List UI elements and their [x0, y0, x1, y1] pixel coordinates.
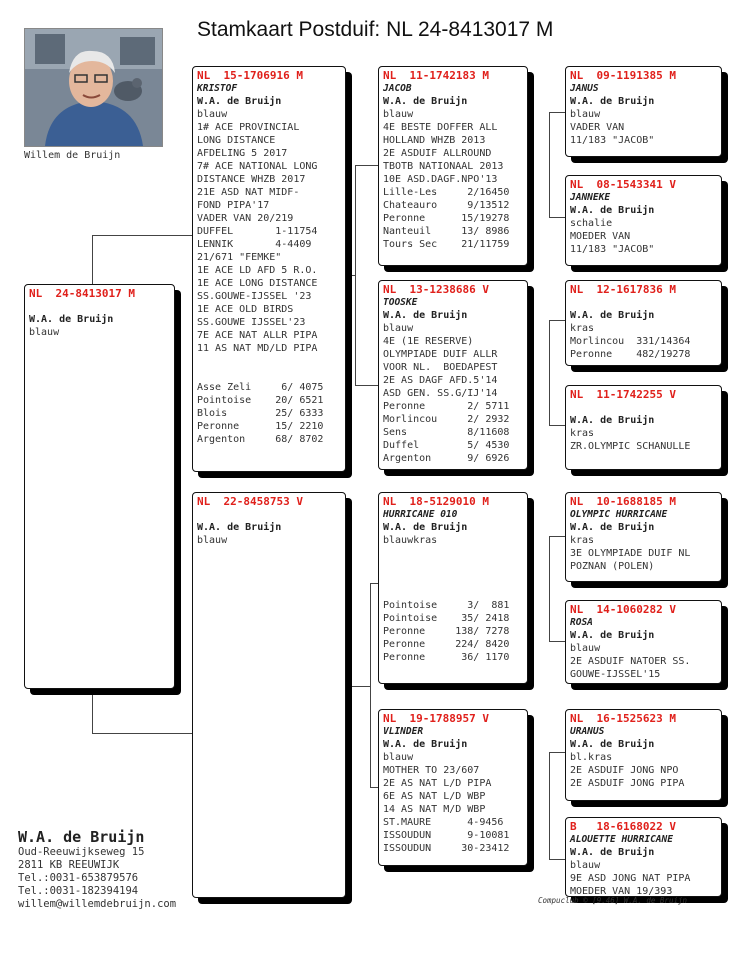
info-line: ISSOUDUN 30-23412 — [383, 843, 510, 854]
pigeon-name: URANUS — [570, 726, 605, 737]
contact-phone: Tel.:0031-182394194 — [18, 885, 139, 897]
owner-photo — [24, 28, 163, 147]
info-line: 11 AS NAT MD/LD PIPA — [197, 343, 318, 354]
info-line: Duffel 5/ 4530 — [383, 440, 510, 451]
info-line — [197, 355, 341, 368]
pigeon-name: JANNEKE — [570, 192, 611, 203]
info-line: Blois 25/ 6333 — [197, 408, 324, 419]
info-lines — [570, 322, 717, 361]
connector-line — [549, 641, 565, 642]
info-line: TBOTB NATIONAAL 2013 — [383, 161, 504, 172]
info-lines — [570, 642, 717, 681]
connector-line — [92, 235, 93, 285]
info-line: ZR.OLYMPIC SCHANULLE — [570, 441, 691, 452]
info-line: 4E (1E RESERVE) — [383, 336, 474, 347]
contact-city: 2811 KB REEUWIJK — [18, 859, 120, 871]
pigeon-name: JANUS — [570, 83, 599, 94]
owner-name: W.A. de Bruijn — [570, 205, 655, 216]
info-line: Peronne 2/ 5711 — [383, 401, 510, 412]
info-line: Pointoise 20/ 6521 — [197, 395, 324, 406]
connector-line — [370, 583, 371, 787]
info-lines — [570, 751, 717, 790]
ring-number: NL 22-8458753 V — [197, 495, 303, 508]
info-line: Peronne 482/19278 — [570, 349, 691, 360]
info-line: 2E AS NAT L/D PIPA — [383, 778, 492, 789]
info-line: schalie — [570, 218, 613, 229]
pigeon-name: ALOUETTE HURRICANE — [570, 834, 673, 845]
owner-name: W.A. de Bruijn — [29, 314, 114, 325]
info-line: blauw — [29, 327, 60, 338]
info-line: DISTANCE WHZB 2017 — [197, 174, 306, 185]
contact-name: W.A. de Bruijn — [18, 828, 145, 846]
pigeon-name: JACOB — [383, 83, 412, 94]
info-line: Peronne 138/ 7278 — [383, 626, 510, 637]
ring-number: NL 15-1706916 M — [197, 69, 303, 82]
pigeon-name: VLINDER — [383, 726, 424, 737]
pigeon-name: OLYMPIC HURRICANE — [570, 509, 668, 520]
info-line: Morlincou 2/ 2932 — [383, 414, 510, 425]
connector-line — [355, 165, 378, 166]
ring-number: NL 11-1742255 V — [570, 388, 676, 401]
ring-number: NL 19-1788957 V — [383, 712, 489, 725]
info-line: 2E ASDUIF ALLROUND — [383, 148, 492, 159]
pigeon-card-mmf — [565, 709, 722, 801]
connector-line — [345, 686, 371, 687]
info-line: VOOR NL. BOEDAPEST — [383, 362, 498, 373]
pigeon-card-fm — [378, 280, 528, 470]
info-line: Nanteuil 13/ 8986 — [383, 226, 510, 237]
info-line: POZNAN (POLEN) — [570, 561, 655, 572]
info-lines — [570, 427, 717, 453]
info-line: 11/183 "JACOB" — [570, 135, 655, 146]
info-line: DUFFEL 1-11754 — [197, 226, 318, 237]
info-line: blauw — [570, 860, 601, 871]
info-line — [383, 547, 523, 560]
pigeon-name: KRISTOF — [197, 83, 238, 94]
info-line: SS.GOUWE-IJSSEL '23 — [197, 291, 312, 302]
pigeon-card-mmm — [565, 817, 722, 897]
info-line: LONG DISTANCE — [197, 135, 276, 146]
connector-line — [549, 859, 565, 860]
info-line: MOTHER TO 23/607 — [383, 765, 480, 776]
owner-name: W.A. de Bruijn — [570, 847, 655, 858]
info-lines — [570, 217, 717, 256]
contact-email[interactable]: willem@willemdebruijn.com — [18, 898, 177, 910]
pigeon-card-fmf — [565, 280, 722, 366]
info-line — [383, 586, 523, 599]
page-title: Stamkaart Postduif: NL 24-8413017 M — [197, 18, 554, 41]
ring-number: NL 10-1688185 M — [570, 495, 676, 508]
ring-number: NL 18-5129010 M — [383, 495, 489, 508]
info-line: 3E OLYMPIADE DUIF NL — [570, 548, 691, 559]
info-lines — [29, 326, 170, 339]
info-line: Argenton 9/ 6926 — [383, 453, 510, 464]
info-line: 10E ASD.DAGF.NPO'13 — [383, 174, 498, 185]
ring-number: B 18-6168022 V — [570, 820, 676, 833]
pigeon-card-main — [24, 284, 175, 689]
info-line: blauw — [197, 535, 228, 546]
info-line: ASD GEN. SS.G/IJ'14 — [383, 388, 498, 399]
info-line: kras — [570, 323, 595, 334]
info-line: 1# ACE PROVINCIAL — [197, 122, 300, 133]
connector-line — [549, 320, 565, 321]
info-line — [383, 560, 523, 573]
connector-line — [370, 787, 378, 788]
info-line: Pointoise 35/ 2418 — [383, 613, 510, 624]
owner-name: W.A. de Bruijn — [570, 415, 655, 426]
owner-name: W.A. de Bruijn — [570, 630, 655, 641]
info-line: Chateauro 9/13512 — [383, 200, 510, 211]
info-line: ISSOUDUN 9-10081 — [383, 830, 510, 841]
contact-address: Oud-Reeuwijkseweg 15 — [18, 846, 145, 858]
info-line: 21E ASD NAT MIDF- — [197, 187, 300, 198]
contact-block — [18, 828, 176, 911]
pigeon-card-mf — [378, 492, 528, 684]
info-line: blauw — [197, 109, 228, 120]
info-line: ST.MAURE 4-9456 — [383, 817, 504, 828]
info-line: 2E AS DAGF AFD.5'14 — [383, 375, 498, 386]
info-line — [197, 368, 341, 381]
info-line: 11/183 "JACOB" — [570, 244, 655, 255]
owner-name: W.A. de Bruijn — [197, 522, 282, 533]
connector-line — [549, 112, 565, 113]
info-line: 9E ASD JONG NAT PIPA — [570, 873, 691, 884]
ring-number: NL 09-1191385 M — [570, 69, 676, 82]
info-lines — [383, 534, 523, 664]
info-line: 7E ACE NAT ALLR PIPA — [197, 330, 318, 341]
connector-line — [370, 583, 378, 584]
info-lines — [570, 108, 717, 147]
info-line: blauw — [570, 643, 601, 654]
owner-name: W.A. de Bruijn — [383, 310, 468, 321]
owner-name: W.A. de Bruijn — [570, 522, 655, 533]
info-line: kras — [570, 428, 595, 439]
connector-line — [92, 733, 192, 734]
info-lines — [570, 859, 717, 897]
info-line: 1E ACE LD AFD 5 R.O. — [197, 265, 318, 276]
info-line: blauw — [383, 752, 414, 763]
pigeon-name: ROSA — [570, 617, 593, 628]
ring-number: NL 12-1617836 M — [570, 283, 676, 296]
info-line: Sens 8/11608 — [383, 427, 510, 438]
info-line: 2E ASDUIF JONG PIPA — [570, 778, 685, 789]
ring-number: NL 08-1543341 V — [570, 178, 676, 191]
contact-phone: Tel.:0031-653879576 — [18, 872, 139, 884]
info-line: FOND PIPA'17 — [197, 200, 270, 211]
connector-line — [92, 688, 93, 733]
pigeon-card-ff — [378, 66, 528, 266]
info-line: 14 AS NAT M/D WBP — [383, 804, 486, 815]
owner-name: W.A. de Bruijn — [197, 96, 282, 107]
info-line: 6E AS NAT L/D WBP — [383, 791, 486, 802]
info-line: 2E ASDUIF JONG NPO — [570, 765, 679, 776]
info-line: Argenton 68/ 8702 — [197, 434, 324, 445]
ring-number: NL 11-1742183 M — [383, 69, 489, 82]
connector-line — [345, 275, 356, 276]
info-line: blauw — [383, 109, 414, 120]
info-line: blauwkras — [383, 535, 438, 546]
pigeon-card-mfm — [565, 600, 722, 684]
info-line: Peronne 15/19278 — [383, 213, 510, 224]
connector-line — [549, 320, 550, 425]
pigeon-card-fmm — [565, 385, 722, 470]
info-line — [383, 573, 523, 586]
connector-line — [549, 536, 565, 537]
owner-name: W.A. de Bruijn — [570, 96, 655, 107]
pigeon-card-mother — [192, 492, 346, 898]
info-line: GOUWE-IJSSEL'15 — [570, 669, 661, 680]
info-lines — [197, 534, 341, 547]
info-lines — [570, 534, 717, 573]
connector-line — [549, 112, 550, 217]
info-line: 21/671 "FEMKE" — [197, 252, 282, 263]
footer-credit: Compuclub © [9.46] W.A. de Bruijn — [538, 896, 688, 905]
info-line: OLYMPIADE DUIF ALLR — [383, 349, 498, 360]
pigeon-card-fff — [565, 66, 722, 157]
pigeon-card-father — [192, 66, 346, 472]
connector-line — [355, 385, 378, 386]
info-line: Asse Zeli 6/ 4075 — [197, 382, 324, 393]
info-line: 2E ASDUIF NATOER SS. — [570, 656, 691, 667]
info-line: bl.kras — [570, 752, 613, 763]
pigeon-card-mm — [378, 709, 528, 866]
connector-line — [549, 536, 550, 641]
info-line: kras — [570, 535, 595, 546]
info-line: Tours Sec 21/11759 — [383, 239, 510, 250]
connector-line — [549, 752, 565, 753]
owner-name: W.A. de Bruijn — [383, 96, 468, 107]
info-line: Peronne 224/ 8420 — [383, 639, 510, 650]
photo-caption: Willem de Bruijn — [24, 150, 121, 161]
info-line: 1E ACE LONG DISTANCE — [197, 278, 318, 289]
pigeon-card-mff — [565, 492, 722, 582]
info-line: Pointoise 3/ 881 — [383, 600, 510, 611]
info-line: blauw — [570, 109, 601, 120]
info-line: SS.GOUWE IJSSEL'23 — [197, 317, 306, 328]
owner-name: W.A. de Bruijn — [570, 739, 655, 750]
info-line: VADER VAN 20/219 — [197, 213, 294, 224]
info-lines — [197, 108, 341, 446]
pigeon-card-ffm — [565, 175, 722, 266]
pigeon-name: TOOSKE — [383, 297, 418, 308]
info-line: VADER VAN — [570, 122, 625, 133]
info-line: AFDELING 5 2017 — [197, 148, 288, 159]
info-line: Peronne 15/ 2210 — [197, 421, 324, 432]
info-line: Lille-Les 2/16450 — [383, 187, 510, 198]
info-line: Morlincou 331/14364 — [570, 336, 691, 347]
owner-name: W.A. de Bruijn — [570, 310, 655, 321]
info-line: MOEDER VAN — [570, 231, 631, 242]
ring-number: NL 16-1525623 M — [570, 712, 676, 725]
info-line: HOLLAND WHZB 2013 — [383, 135, 486, 146]
owner-name: W.A. de Bruijn — [383, 522, 468, 533]
info-line: Peronne 36/ 1170 — [383, 652, 510, 663]
ring-number: NL 24-8413017 M — [29, 287, 135, 300]
info-lines — [383, 108, 523, 251]
info-line: 1E ACE OLD BIRDS — [197, 304, 294, 315]
owner-name: W.A. de Bruijn — [383, 739, 468, 750]
connector-line — [549, 752, 550, 859]
info-lines — [383, 751, 523, 855]
info-lines — [383, 322, 523, 465]
info-line: 4E BESTE DOFFER ALL — [383, 122, 498, 133]
info-line: blauw — [383, 323, 414, 334]
pigeon-name: HURRICANE 010 — [383, 509, 458, 520]
ring-number: NL 13-1238686 V — [383, 283, 489, 296]
connector-line — [92, 235, 192, 236]
info-line: 7# ACE NATIONAL LONG — [197, 161, 318, 172]
ring-number: NL 14-1060282 V — [570, 603, 676, 616]
info-line: MOEDER VAN 19/393 — [570, 886, 673, 897]
info-line: LENNIK 4-4409 — [197, 239, 312, 250]
connector-line — [549, 425, 565, 426]
connector-line — [549, 217, 565, 218]
